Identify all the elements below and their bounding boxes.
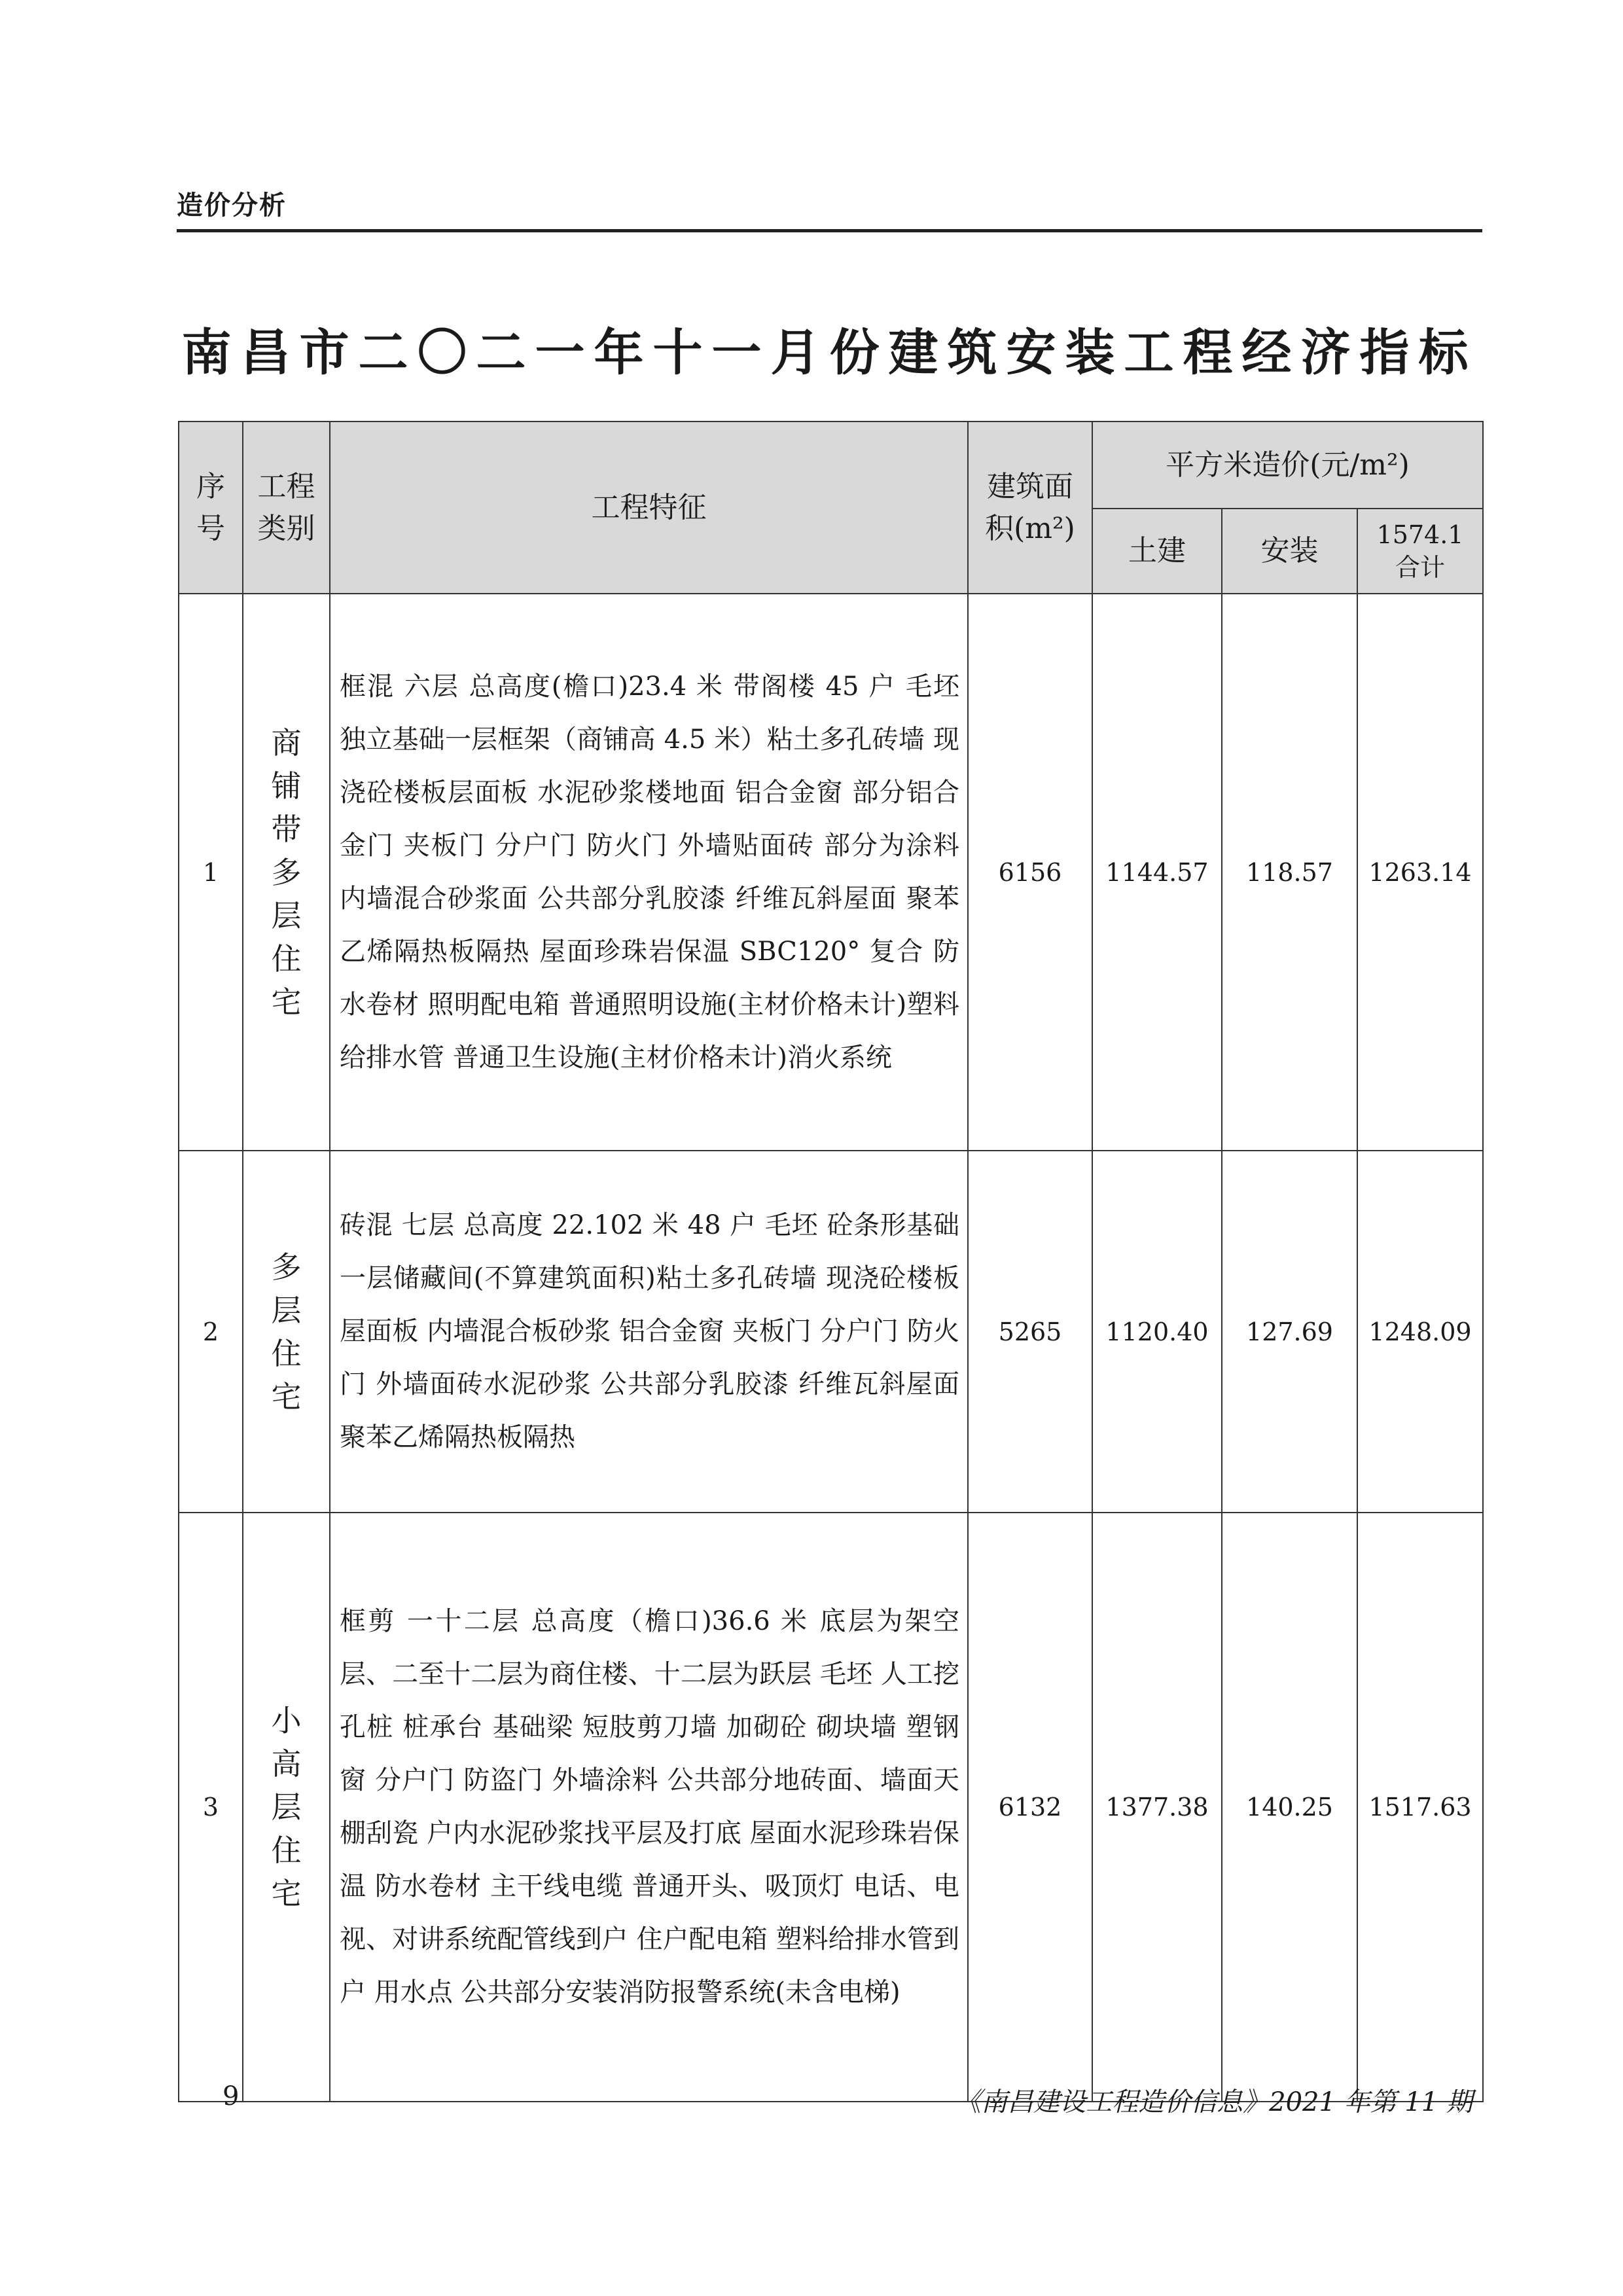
journal-footer: 《南昌建设工程造价信息》2021 年第 11 期 xyxy=(955,2087,1472,2117)
row-area: 5265 xyxy=(968,1151,1092,1513)
row-feature: 砖混 七层 总高度 22.102 米 48 户 毛坯 砼条形基础 一层储藏间(不算建筑面积)粘土多孔砖墙 现浇砼楼板屋面板 内墙混合板砂浆 铝合金窗 夹板门 分户门 防火门 外墙面砖水泥砂浆 公共部分乳胶漆 纤维瓦斜屋面 聚苯乙烯隔热板隔热 xyxy=(330,1151,968,1513)
row-install: 140.25 xyxy=(1222,1513,1357,2102)
row-category: 多 层 住 宅 xyxy=(243,1151,330,1513)
table-row xyxy=(179,594,1483,1151)
table-row xyxy=(179,1513,1483,2102)
header-civil: 土建 xyxy=(1092,509,1222,594)
row-total: 1248.09 xyxy=(1357,1151,1483,1513)
header-category: 工程类别 xyxy=(243,422,330,594)
row-category: 商 铺 带 多 层 住 宅 xyxy=(243,594,330,1151)
row-install: 127.69 xyxy=(1222,1151,1357,1513)
row-feature: 框混 六层 总高度(檐口)23.4 米 带阁楼 45 户 毛坯 独立基础一层框架（商铺高 4.5 米）粘土多孔砖墙 现浇砼楼板层面板 水泥砂浆楼地面 铝合金窗 部分铝合金门 夹板门 分户门 防火门 外墙贴面砖 部分为涂料 内墙混合砂浆面 公共部分乳胶漆 纤维瓦斜屋面 聚苯乙烯隔热板隔热 屋面珍珠岩保温 SBC120° 复合 防水卷材 照明配电箱 普通照明设施(主材价格未计)塑料给排水管 普通卫生设施(主材价格未计)消火系统 xyxy=(330,594,968,1151)
page-title: 南昌市二〇二一年十一月份建筑安装工程经济指标 xyxy=(181,323,1478,382)
header-area: 建筑面积(m²) xyxy=(968,422,1092,594)
economic-index-table xyxy=(178,421,1484,2102)
page-number: 9 xyxy=(223,2081,240,2111)
header-feature: 工程特征 xyxy=(330,422,968,594)
header-price-group: 平方米造价(元/m²) xyxy=(1092,422,1483,509)
row-feature: 框剪 一十二层 总高度（檐口)36.6 米 底层为架空层、二至十二层为商住楼、十二层为跃层 毛坯 人工挖孔桩 桩承台 基础梁 短肢剪刀墙 加砌砼 砌块墙 塑钢窗 分户门 防盗门 外墙涂料 公共部分地砖面、墙面天棚刮瓷 户内水泥砂浆找平层及打底 屋面水泥珍珠岩保温 防水卷材 主干线电缆 普通开头、吸顶灯 电话、电视、对讲系统配管线到户 住户配电箱 塑料给排水管到户 用水点 公共部分安装消防报警系统(未含电梯) xyxy=(330,1513,968,2102)
row-civil: 1377.38 xyxy=(1092,1513,1222,2102)
row-seq: 2 xyxy=(179,1151,243,1513)
header-total: 1574.1 合计 xyxy=(1357,509,1483,594)
row-total: 1517.63 xyxy=(1357,1513,1483,2102)
row-area: 6132 xyxy=(968,1513,1092,2102)
section-label: 造价分析 xyxy=(177,190,287,221)
row-area: 6156 xyxy=(968,594,1092,1151)
row-category: 小 高 层 住 宅 xyxy=(243,1513,330,2102)
row-install: 118.57 xyxy=(1222,594,1357,1151)
row-seq: 3 xyxy=(179,1513,243,2102)
header-seq: 序号 xyxy=(179,422,243,594)
row-seq: 1 xyxy=(179,594,243,1151)
row-civil: 1144.57 xyxy=(1092,594,1222,1151)
header-install: 安装 xyxy=(1222,509,1357,594)
table-row xyxy=(179,1151,1483,1513)
row-total: 1263.14 xyxy=(1357,594,1483,1151)
header-rule xyxy=(177,229,1482,232)
row-civil: 1120.40 xyxy=(1092,1151,1222,1513)
